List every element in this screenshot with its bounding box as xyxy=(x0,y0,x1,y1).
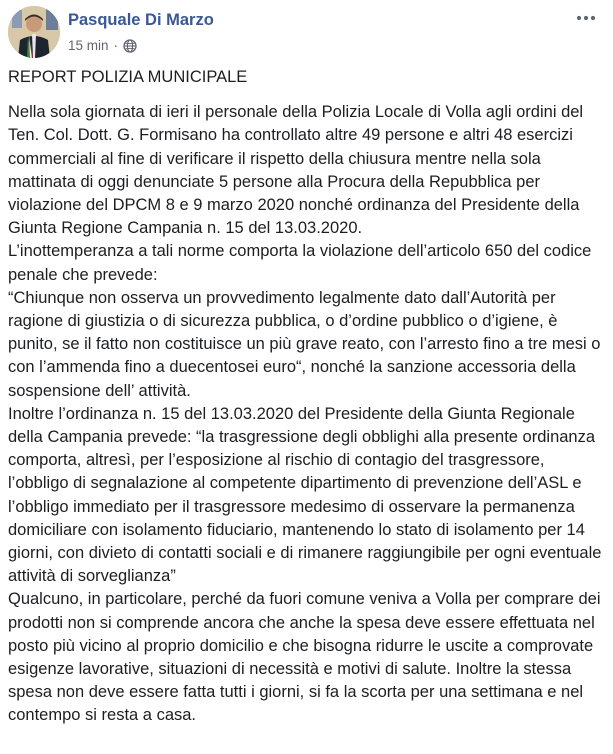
post-header xyxy=(8,6,605,58)
more-options-icon[interactable] xyxy=(573,8,599,28)
post-timestamp[interactable]: 15 min xyxy=(68,38,109,53)
post-body xyxy=(8,66,608,728)
post-paragraph-4: Inoltre l’ordinanza n. 15 del 13.03.2020 del Presidente della Giunta Regionale della Campania prevede: “la trasgressione degli obblighi alla presente ordinanza comporta, altresì, per l’esposizione al rischio di contagio del trasgressore, l’obbligo di segnalazione al competente dipartimento di prevenzione dell’ASL e l’obbligo immediato per il trasgressore medesimo di osservare la permanenza domiciliare con isolamento fiduciario, mantenendo lo stato di isolamento per 14 giorni, con divieto di contatti sociali e di rimanere raggiungibile per ogni eventuale attività di sorveglianza” xyxy=(8,404,602,586)
post-paragraph-5: Qualcuno, in particolare, perché da fuori comune veniva a Volla per comprare dei prodotti non si comprende ancora che anche la spesa deve essere effettuata nel posto più vicino al proprio domicilio e che bisogna ridurre le uscite a comprovate esigenze lavorative, situazioni di necessità e motivi di salute. Inoltre la stessa spesa non deve essere fatta tutti i giorni, si fa la scorta per una settimana e nel contempo si resta a casa. xyxy=(8,590,601,725)
globe-icon[interactable] xyxy=(123,39,137,53)
post-paragraph-2: L’inottemperanza a tali norme comporta la violazione dell’articolo 650 del codice penale che prevede: xyxy=(8,242,592,284)
post-title: REPORT POLIZIA MUNICIPALE xyxy=(8,68,248,86)
post-author-name[interactable]: Pasquale Di Marzo xyxy=(68,11,214,29)
avatar[interactable] xyxy=(8,6,60,58)
post-paragraph-3: “Chiunque non osserva un provvedimento legalmente dato dall’Autorità per ragione di giustizia o di sicurezza pubblica, o d’ordine pubblico o d’igiene, è punito, se il fatto non costituisce un più grave reato, con l’arresto fino a tre mesi o con l’ammenda fino a duecentosei euro“, nonché la sanzione accessoria della sospensione dell’ attività. xyxy=(8,288,601,400)
post-paragraph-1: Nella sola giornata di ieri il personale della Polizia Locale di Volla agli ordini del Ten. Col. Dott. G. Formisano ha controllato altre 49 persone e altri 48 esercizi commerciali al fine di verificare il rispetto della chiusura mentre nella sola mattinata di oggi denunciate 5 persone alla Procura della Repubblica per violazione del DPCM 8 e 9 marzo 2020 nonché ordinanza del Presidente della Giunta Regione Campania n. 15 del 13.03.2020. xyxy=(8,103,584,238)
profile-photo-icon xyxy=(8,6,60,58)
post-meta xyxy=(68,38,137,53)
meta-separator: · xyxy=(113,38,119,53)
